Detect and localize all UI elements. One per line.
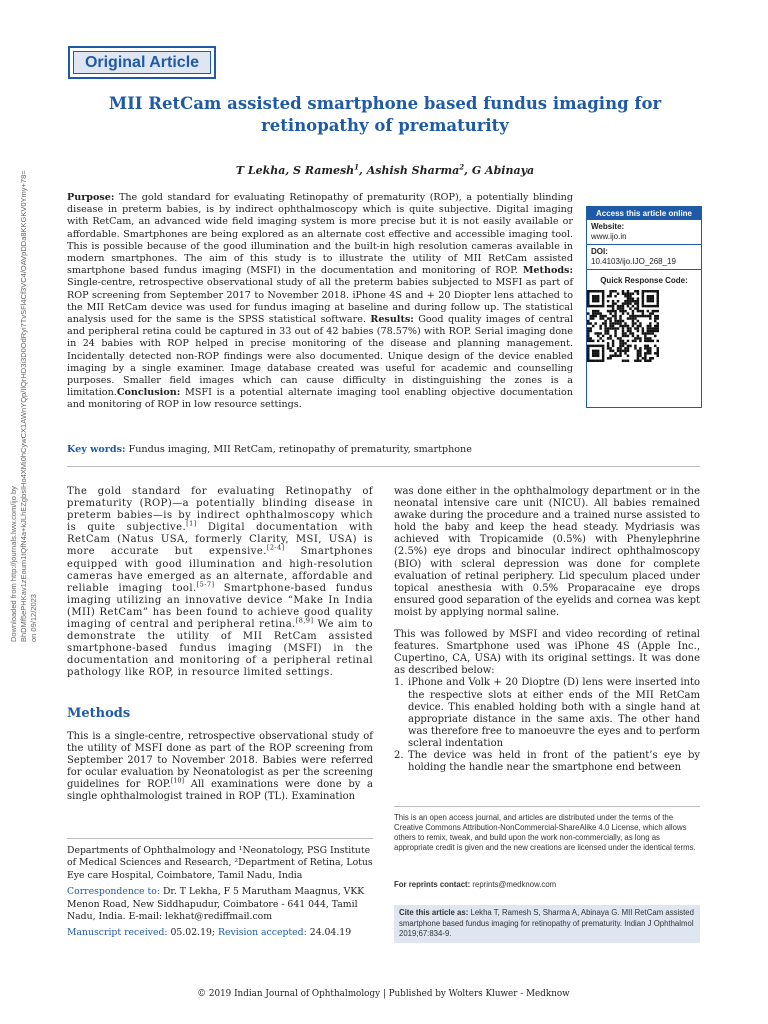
reprints-label: For reprints contact:: [394, 880, 471, 889]
doi-label: DOI:: [591, 247, 608, 256]
access-header: Access this article online: [587, 207, 701, 220]
doi-row: [587, 245, 701, 270]
list-item: 1. iPhone and Volk + 20 Dioptre (D) lens were inserted into the respective slots at either ends of the MII RetCam device. This enabled holding both with a single hand at appropriate distance in the same axis. The other hand was therefore free to manoeuvre the eyes and to perform scleral indentation: [394, 677, 700, 749]
received-label: Manuscript received:: [67, 927, 168, 939]
keywords: [67, 444, 472, 455]
keywords-label: Key words:: [67, 444, 126, 455]
qr-label: Quick Response Code:: [600, 276, 688, 285]
author-name[interactable]: G Abinaya: [471, 164, 535, 177]
abstract-methods: Single-centre, retrospective observational study of all the preterm babies subjected to MSFI as part of ROP screening from September 2017 to November 2018. iPhone 4S and + 20 Diopter lens attached to the MII RetCam device was used for fundus imaging at baseline and during follow up. The statistical analysis used for the same is the SPSS statistical software.: [67, 277, 573, 326]
citation-ref[interactable]: [5-7]: [196, 580, 215, 589]
qr-code-icon[interactable]: [587, 290, 659, 362]
abstract-results: Good quality images of central and peripheral retina could be captured in 33 out of 42 babies (78.57%) with ROP. Serial imaging done in 24 babies with ROP helped in precise monitoring of the disease and planning management. Incidentally detected non-ROP findings were also documented. Unique design of the device enabled imaging by a single examiner. Image database created was useful for academic and counselling purposes. Smaller field images which can cause difficulty in distinguishing the zones is a limitation.: [67, 314, 573, 399]
affiliation-marker: 2: [459, 162, 465, 172]
abstract-methods-label: Methods:: [522, 265, 573, 277]
methods-heading: Methods: [67, 706, 131, 721]
section-divider: [67, 466, 700, 467]
abstract-purpose: The gold standard for evaluating Retinopathy of prematurity (ROP), a potentially blinding disease in preterm babies, is by indirect ophthalmoscopy which is quite subjective. Digital imaging with RetCam, an advanced wide field imaging system is more precise but it is not easily available or affordable. Smartphones are being explored as an alternate cost effective and accessible imaging tool. This is possible because of the good illumination and the built-in high resolution cameras available in modern smartphones. The aim of this study is to illustrate the utility of MII RetCam assisted smartphone based fundus imaging (MSFI) in the documentation and monitoring of ROP.: [67, 192, 573, 277]
affiliation-marker: 1: [354, 162, 360, 172]
list-item: 2. The device was held in front of the patient’s eye by holding the handle near the smartphone end between: [394, 749, 700, 774]
cite-text: Lekha T, Ramesh S, Sharma A, Abinaya G. MII RetCam assisted smartphone based fundus imaging for retinopathy of prematurity. Indian J Ophthalmol 2019;67:834-9.: [399, 908, 694, 938]
doi-link[interactable]: 10.4103/ijo.IJO_268_19: [591, 257, 676, 266]
received-date: 05.02.19;: [167, 927, 218, 939]
affiliation-departments: Departments of Ophthalmology and ¹Neonatology, PSG Institute of Medical Sciences and Research, ²Department of Retina, Lotus Eye care Hospital, Coimbatore, Tamil Nadu, India: [67, 845, 373, 881]
citation-ref[interactable]: [2-4]: [266, 544, 285, 553]
abstract: [67, 192, 573, 412]
correspondence-text: Dr. T Lekha, F 5 Marutham Maagnus, VKK Menon Road, New Siddhapudur, Coimbatore - 641 044, Tamil Nadu, India. E-mail: lekhat@rediffmail.com: [67, 886, 365, 923]
correspondence-label: Correspondence to:: [67, 886, 160, 898]
access-article-box: [586, 206, 702, 408]
website-link[interactable]: www.ijo.in: [591, 232, 627, 241]
citation-ref[interactable]: [10]: [170, 777, 185, 786]
procedure-list: [394, 677, 700, 774]
reprints-contact: [394, 880, 556, 889]
methods-text: This is a single-centre, retrospective observational study of the utility of MSFI done as part of the ROP screening from September 2017 to November 2018. Babies were referred for ocular evaluation by Neonatologist as per the screening guidelines for ROP.[10] All examinations were done by a single ophthalmologist trained in ROP (TL). Examination: [67, 731, 373, 803]
accepted-date: 24.04.19: [306, 927, 352, 939]
author-list: T Lekha, S Ramesh$^1$, Ashish Sharma$^2$, G Abinaya: [235, 162, 535, 177]
correspondence: [67, 886, 373, 923]
article-type-label: Original Article: [73, 51, 211, 74]
abstract-purpose-label: Purpose:: [67, 192, 115, 203]
cite-label: Cite this article as:: [399, 908, 469, 917]
author-name[interactable]: T Lekha: [235, 164, 286, 177]
author-name[interactable]: Ashish Sharma: [366, 164, 460, 177]
affiliation-block: [67, 838, 373, 940]
citation-ref[interactable]: [8,9]: [295, 616, 314, 625]
citation-ref[interactable]: [1]: [186, 519, 197, 528]
introduction-text: The gold standard for evaluating Retinopathy of prematurity (ROP)—a potentially blinding disease in preterm babies—is by indirect ophthalmoscopy which is quite subjective.[1] Digital documentation with RetCam (Natus USA, formerly Clarity, MSI, USA) is more accurate but expensive.[2-4] Smartphones equipped with good illumination and high-resolution cameras have emerged as an alternate, affordable and reliable imaging tool.[5-7] Smartphone-based fundus imaging utilizing an innovative device “Make In India (MII) RetCam” has been found to achieve good quality imaging of central and peripheral retina.[8,9] We aim to demonstrate the utility of MII RetCam assisted smartphone-based fundus imaging (MSFI) in the documentation and monitoring of a peripheral retinal pathology like ROP, in resource limited settings.: [67, 486, 374, 679]
download-watermark: [9, 170, 38, 642]
website-row: [587, 220, 701, 245]
article-type-badge: [68, 46, 216, 79]
abstract-conclusion-label: Conclusion:: [116, 387, 181, 399]
keywords-text: Fundus imaging, MII RetCam, retinopathy of prematurity, smartphone: [125, 444, 472, 455]
accepted-label: Revision accepted:: [218, 927, 307, 939]
abstract-conclusion: MSFI is a potential alternate imaging tool enabling objective documentation and monitoring of ROP in low resource settings.: [67, 387, 573, 411]
methods-continued-text: was done either in the ophthalmology department or in the neonatal intensive care unit (NICU). All babies remained awake during the procedure and a trained nurse assisted to hold the baby and keep the head steady. Mydriasis was achieved with Tropicamide (0.5%) with Phenylephrine (2.5%) eye drops and binocular indirect ophthalmoscopy (BIO) with scleral depression was done for complete evaluation of retinal periphery. Lid speculum placed under topical anesthesia with 0.5% Proparacaine eye drops ensured good separation of the eyelids and cornea was kept moist by applying normal saline. This was followed by MSFI and video recording of retinal features. Smartphone used was iPhone 4S (Apple Inc., Cupertino, CA, USA) with its original settings. It was done as described below: 1. iPhone and Volk + 20 Dioptre (D) lens were inserted into the respective slots at either ends of the MII RetCam device. This enabled holding both with a single hand at appropriate distance in the same axis. The other hand was therefore free to manoeuvre the eyes and to perform scleral indentation 2. The device was held in front of the patient’s eye by holding the handle near the smartphone end between: [394, 486, 700, 774]
manuscript-dates: [67, 927, 373, 939]
website-label: Website:: [591, 222, 625, 231]
abstract-results-label: Results:: [370, 314, 414, 326]
page-footer: © 2019 Indian Journal of Ophthalmology | Published by Wolters Kluwer - Medknow: [197, 989, 570, 999]
author-name[interactable]: S Ramesh: [293, 164, 355, 177]
article-title: MII RetCam assisted smartphone based fundus imaging for retinopathy of prematurity: [108, 94, 662, 135]
citation-box: [394, 905, 700, 943]
reprints-email[interactable]: reprints@medknow.com: [470, 880, 557, 889]
download-watermark-text: Downloaded from http://journals.lww.com/ijo by BhDMf5ePHKav1zEoum1tQfN4a+kJLhEZgbsIHo4XMi0hCywCX1AWnYQp/IlQrHD3i3D0OdRyi7TvSFl4Cf3VC4/OAVpDDa8KKGKV0Ymy+78= on 09/12/2023: [9, 170, 38, 642]
license-notice: This is an open access journal, and articles are distributed under the terms of the Creative Commons Attribution-NonCommercial-ShareAlike 4.0 License, which allows others to remix, tweak, and build upon the work non-commercially, as long as appropriate credit is given and the new creations are licensed under the identical terms.: [394, 806, 700, 853]
